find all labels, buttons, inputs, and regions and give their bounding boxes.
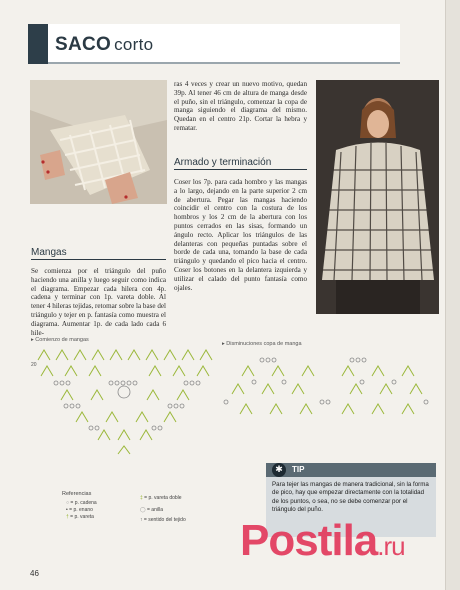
slip-symbol-icon: • xyxy=(66,507,68,513)
legend-item-ring: ◯ = anilla xyxy=(140,507,163,513)
page-edge xyxy=(445,0,460,590)
armado-heading: Armado y terminación xyxy=(174,157,272,168)
diagram-cap-chart xyxy=(222,352,432,422)
legend-title: Referencias xyxy=(62,491,92,497)
legend-item-chain: ○ = p. cadena xyxy=(66,500,97,506)
ring-symbol-icon: ◯ xyxy=(140,507,146,513)
header-tab xyxy=(28,24,48,64)
dc-symbol-icon: † xyxy=(66,514,69,520)
tip-text: Para tejer las mangas de manera tradicional, sin la forma de pico, hay que empezar directamente con la totalidad de los puntos, o sea, no se debe comenzar por el triángulo del puño. xyxy=(272,481,429,514)
legend-item-dc: † = p. vareta xyxy=(66,514,94,520)
photo-sleeve-detail xyxy=(30,80,167,204)
chain-symbol-icon: ○ xyxy=(66,500,70,506)
mangas-heading-rule xyxy=(31,259,166,260)
page-subtitle: corto xyxy=(114,35,154,54)
mangas-text: Se comienza por el triángulo del puño haciendo una anilla y luego seguir como indica el diagrama. Empezar cada hilera con 4p. cadena y terminar con 1p. vareta doble. Al tener 4 hileras tejidas, retomar sobre la base del triángulo y tejer en p. fantasía como muestra el diagrama. Aumentar 1p. de cada lado cada 6 hile- xyxy=(31,267,166,337)
tr-symbol-icon: ‡ xyxy=(140,495,143,501)
armado-text: Coser los 7p. para cada hombro y las mangas a lo largo, dejando en la parte superior 2 cm de abertura. Pegar las mangas haciendo coincidir el centro con la costura de los hombros y los 2 cm de la abertura con los puntos cerrados en las sisas, formando un ángulo recto. Aplicar los triángulos de las delanteras con pequeñas puntadas sobre el borde de cada una, tomando la base de cada triángulo y quedando el pico hacia el centro. Coser los botones en la delantera izquierda y utilizar el calado del punto fantasía como ojales. xyxy=(174,178,307,292)
armado-heading-rule xyxy=(174,169,307,170)
tip-label: TIP xyxy=(292,465,305,474)
diagram-row-number: 20 xyxy=(31,362,37,368)
tip-star-icon: ✱ xyxy=(272,463,286,477)
legend-item-direction: ↑ = sentido del tejido xyxy=(140,517,186,523)
model-photo-art xyxy=(316,80,439,314)
diagram-left-label: ▸ Comienzo de mangas xyxy=(31,337,89,343)
photo-model-back xyxy=(316,80,439,314)
diagram-right-label: ▸ Disminuciones copa de manga xyxy=(222,341,302,347)
page-title: SACO corto xyxy=(55,34,154,55)
arrow-up-icon: ↑ xyxy=(140,517,143,523)
diagram-cuff-chart xyxy=(36,348,216,458)
sleeve-photo-art xyxy=(30,80,167,204)
legend-item-tr: ‡ = p. vareta doble xyxy=(140,495,182,501)
mangas-heading: Mangas xyxy=(31,247,67,258)
watermark-logo: Postila.ru xyxy=(240,516,405,565)
continuation-text: ras 4 veces y crear un nuevo motivo, quedan 39p. Al tener 46 cm de altura de manga desde el puño, sin el triángulo, comenzar la copa de manga siguiendo el diagrama del mismo. Quedan en el centro 21p. Cortar la hebra y rematar. xyxy=(174,80,307,132)
legend-item-slip: • = p. enano xyxy=(66,507,93,513)
page-number: 46 xyxy=(30,569,39,578)
